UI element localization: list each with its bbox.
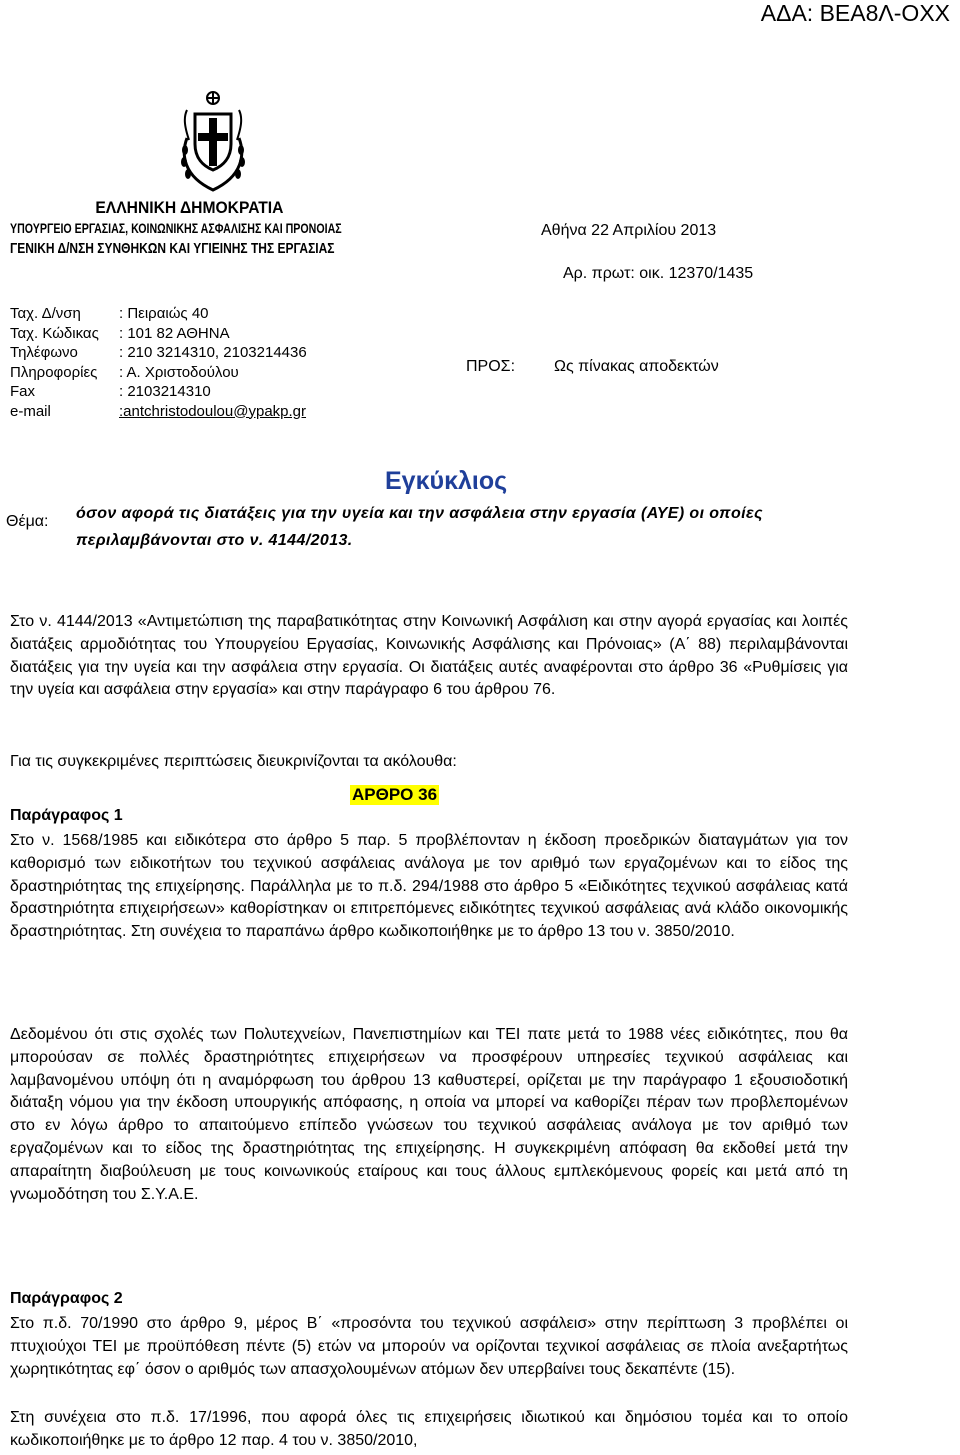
email-link[interactable]: :antchristodoulou@ypakp.gr [119, 402, 307, 420]
contact-label: Fax [10, 383, 36, 400]
contact-value: : Πειραιώς 40 [119, 305, 209, 322]
paragraph-1-text: Στο ν. 1568/1985 και ειδικότερα στο άρθρο 5 παρ. 5 προβλέπονταν η έκδοση προεδρικών διαταγμάτων για τον καθορισμό των ειδικοτήτων του τεχνικού ασφάλειας ανάλογα με τον αριθμό των εργαζομένων και το είδος της δραστηριότητας της επιχείρησης. Παράλληλα με το π.δ. 294/1988 στο άρθρο 5 «Ειδικότητες τεχνικού ασφάλειας κατά δραστηριότητα επιχειρήσεων» καθορίστηκαν οι επιτρεπόμενες ειδικότητες τεχνικού ασφάλειας ανά κλάδο οικονομικής δραστηριότητας. Στη συνέχεια το παραπάνω άρθρο κωδικοποιήθηκε με το άρθρο 13 του ν. 3850/2010. [10, 832, 848, 941]
paragraph-2-continued: Στη συνέχεια στο π.δ. 17/1996, που αφορά όλες τις επιχειρήσεις ιδιωτικού και δημόσιου τομέα και το οποίο κωδικοποιήθηκε με το άρθρο 12 παρ. 4 του ν. 3850/2010, [10, 1409, 848, 1449]
contact-label: Πληροφορίες [10, 363, 98, 381]
body-clarify: Για τις συγκεκριμένες περιπτώσεις διευκρινίζονται τα ακόλουθα: [10, 753, 457, 770]
contact-value: : 210 3214310, 2103214436 [119, 344, 307, 361]
contact-label: e-mail [10, 402, 51, 420]
contact-value: : Α. Χριστοδούλου [119, 363, 239, 381]
greek-coat-of-arms-icon [177, 88, 249, 192]
paragraph-1-continued: Δεδομένου ότι στις σχολές των Πολυτεχνείων, Πανεπιστημίων και ΤΕΙ πατε μετά το 1988 νέες ειδικότητες, που θα μπορούσαν σε πολλές δραστηριότητες επιχειρήσεων να προσφέρουν υπηρεσίες τεχνικού ασφάλειας και λαμβανομένου υπόψη ότι η αναμόρφωση του άρθρου 13 καθυστερεί, ορίζεται με την παράγραφο 1 εξουσιοδοτική διάταξη νόμου για την έκδοση υπουργικής απόφασης, η οποία να μπορεί να καθορίζει πέραν των προβλεπομένων στο εν λόγω άρθρο το απαιτούμενο επίπεδο γνώσεων του τεχνικού ασφάλειας ανάλογα με τον αριθμό των εργαζομένων και το είδος της δραστηριότητας της επιχείρησης. Η συγκεκριμένη απόφαση θα εκδοθεί μετά την απαραίτητη διαβούλευση με τους κοινωνικούς εταίρους και τους άλλους εμπλεκόμενους φορείς και μετά από τη γνωμοδότηση του Σ.Υ.Α.Ε. [10, 1026, 848, 1203]
header-country: ΕΛΛΗΝΙΚΗ ΔΗΜΟΚΡΑΤΙΑ [95, 198, 284, 217]
subject-text: όσον αφορά τις διατάξεις για την υγεία και την ασφάλεια στην εργασία (ΑΥΕ) οι οποίες περιλαμβάνονται στο ν. 4144/2013. [76, 505, 763, 549]
contact-value: : 101 82 ΑΘΗΝΑ [119, 324, 230, 342]
circular-title: Εγκύκλιος [385, 467, 508, 495]
contact-label: Ταχ. Κώδικας [10, 324, 99, 342]
contact-value: : 2103214310 [119, 383, 211, 400]
body-intro: Στο ν. 4144/2013 «Αντιμετώπιση της παραβατικότητας στην Κοινωνική Ασφάλιση και στην αγορά εργασίας και λοιπές διατάξεις αρμοδιότητας του Υπουργείου Εργασίας, Κοινωνικής Ασφάλισης και Πρόνοιας» (Α΄ 88) περιλαμβάνονται διατάξεις για την υγεία και την ασφάλεια στην εργασία. Οι διατάξεις αυτές αναφέρονται στο άρθρο 36 «Ρυθμίσεις για την υγεία και ασφάλεια στην εργασία» και στην παράγραφο 6 του άρθρου 76. [10, 613, 848, 699]
recipients-value: Ως πίνακας αποδεκτών [554, 358, 719, 375]
date: Αθήνα 22 Απριλίου 2013 [541, 222, 717, 239]
paragraph-1-title: Παράγραφος 1 [10, 807, 123, 824]
article-heading: ΑΡΘΡΟ 36 [352, 785, 438, 804]
protocol-number: Αρ. πρωτ: οικ. 12370/1435 [563, 265, 754, 282]
contact-label: Ταχ. Δ/νση [10, 305, 81, 322]
paragraph-2-text: Στο π.δ. 70/1990 στο άρθρο 9, μέρος Β΄ «προσόντα του τεχνικού ασφάλεισ» στην περίπτωση 3 προβλέπει οι πτυχιούχοι ΤΕΙ με προϋπόθεση πέντε (5) ετών να μπορούν να ορίζονται τεχνικοί ασφάλειας σε πλοία ανεξαρτήτως χωρητικότητας εφ΄ όσον ο αριθμός των απασχολουμένων ατόμων δεν υπερβαίνει τους δεκαπέντε (15). [10, 1315, 848, 1378]
header-directorate: ΓΕΝΙΚΗ Δ/ΝΣΗ ΣΥΝΘΗΚΩΝ ΚΑΙ ΥΓΙΕΙΝΗΣ ΤΗΣ ΕΡΓΑΣΙΑΣ [10, 240, 335, 257]
recipients-label: ΠΡΟΣ: [466, 358, 516, 375]
paragraph-2-title: Παράγραφος 2 [10, 1290, 123, 1307]
contact-label: Τηλέφωνο [10, 344, 78, 361]
header-ministry: ΥΠΟΥΡΓΕΙΟ ΕΡΓΑΣΙΑΣ, ΚΟΙΝΩΝΙΚΗΣ ΑΣΦΑΛΙΣΗΣ ΚΑΙ ΠΡΟΝΟΙΑΣ [10, 220, 342, 236]
ada-code: ΑΔΑ: ΒΕΑ8Λ-ΟΧΧ [760, 0, 950, 26]
subject-label: Θέμα: [6, 513, 49, 530]
